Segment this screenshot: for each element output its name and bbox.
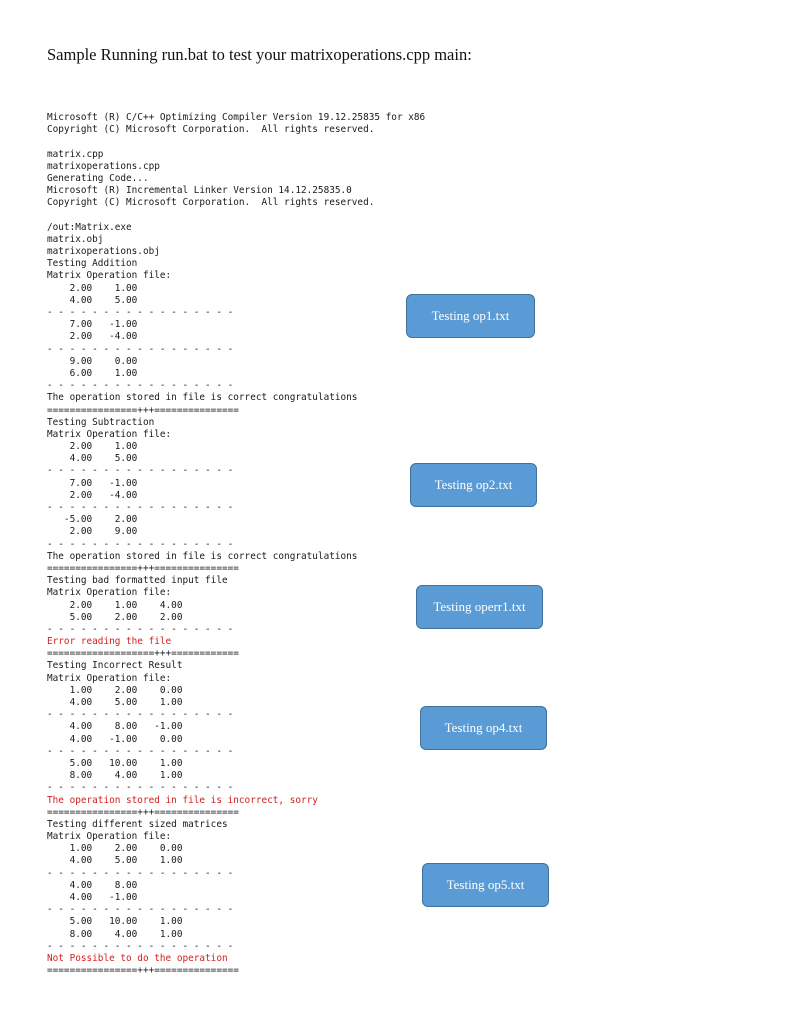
console-line: ================+++=============== bbox=[47, 404, 239, 416]
callout-op2[interactable] bbox=[410, 463, 537, 507]
console-line: 2.00 1.00 bbox=[47, 441, 138, 453]
callout-label: Testing op1.txt bbox=[431, 308, 510, 323]
console-line: - - - - - - - - - - - - - - - - - bbox=[47, 904, 234, 916]
callout-op1[interactable] bbox=[406, 294, 535, 338]
console-line: Copyright (C) Microsoft Corporation. All rights reserved. bbox=[47, 197, 375, 209]
console-line: 2.00 1.00 bbox=[47, 282, 138, 294]
console-line bbox=[47, 210, 467, 222]
page-title: Sample Running run.bat to test your matrixoperations.cpp main: bbox=[47, 45, 472, 64]
console-line: Testing Addition bbox=[47, 258, 138, 270]
console-line: Microsoft (R) C/C++ Optimizing Compiler Version 19.12.25835 for x86 bbox=[47, 112, 426, 123]
console-line: matrixoperations.obj bbox=[47, 246, 160, 258]
console-line: 7.00 -1.00 bbox=[47, 319, 138, 331]
console-line: 4.00 5.00 bbox=[47, 453, 138, 465]
console-line: ================+++=============== bbox=[47, 806, 239, 818]
console-line: ================+++=============== bbox=[47, 562, 239, 574]
callout-op4[interactable] bbox=[420, 706, 547, 750]
console-line: 2.00 1.00 4.00 bbox=[47, 599, 183, 611]
console-line: matrix.obj bbox=[47, 233, 104, 245]
callout-label: Testing op5.txt bbox=[446, 877, 525, 892]
callout-label: Testing op2.txt bbox=[434, 477, 513, 492]
console-line: ===================+++============ bbox=[47, 648, 239, 660]
console-line: 4.00 -1.00 0.00 bbox=[47, 733, 183, 745]
console-line: Microsoft (R) Incremental Linker Version 14.12.25835.0 bbox=[47, 185, 352, 197]
console-line: - - - - - - - - - - - - - - - - - bbox=[47, 623, 234, 635]
console-line: Matrix Operation file: bbox=[47, 831, 172, 843]
console-line: The operation stored in file is correct congratulations bbox=[47, 392, 358, 404]
console-line: 4.00 5.00 1.00 bbox=[47, 855, 183, 867]
callout-operr1[interactable] bbox=[416, 585, 543, 629]
console-line: - - - - - - - - - - - - - - - - - bbox=[47, 502, 234, 513]
console-line: 8.00 4.00 1.00 bbox=[47, 928, 183, 940]
console-line: 8.00 4.00 1.00 bbox=[47, 770, 183, 782]
callout-op5[interactable] bbox=[422, 863, 549, 907]
console-line: matrixoperations.cpp bbox=[47, 160, 160, 172]
callout-label: Testing op4.txt bbox=[444, 720, 523, 735]
console-line: Matrix Operation file: bbox=[47, 428, 172, 440]
console-line: - - - - - - - - - - - - - - - - - bbox=[47, 465, 234, 477]
console-line: Matrix Operation file: bbox=[47, 672, 172, 684]
console-line: Testing Subtraction bbox=[47, 416, 155, 428]
console-line: matrix.cpp bbox=[47, 148, 104, 160]
console-output bbox=[47, 112, 467, 977]
console-line: 4.00 -1.00 bbox=[47, 892, 138, 903]
console-line: 5.00 2.00 2.00 bbox=[47, 611, 183, 623]
console-error-line: Error reading the file bbox=[47, 636, 172, 648]
console-line: 2.00 9.00 bbox=[47, 526, 138, 538]
console-line: /out:Matrix.exe bbox=[47, 221, 132, 233]
console-line: - - - - - - - - - - - - - - - - - bbox=[47, 343, 234, 355]
console-line: - - - - - - - - - - - - - - - - - bbox=[47, 380, 234, 392]
console-line: 4.00 5.00 bbox=[47, 294, 138, 306]
console-line: Testing different sized matrices bbox=[47, 818, 228, 830]
console-line: 2.00 -4.00 bbox=[47, 331, 138, 343]
console-line: - - - - - - - - - - - - - - - - - bbox=[47, 307, 234, 318]
console-line: -5.00 2.00 bbox=[47, 514, 138, 526]
console-line: Testing Incorrect Result bbox=[47, 660, 183, 672]
console-line: The operation stored in file is correct congratulations bbox=[47, 550, 358, 562]
console-line: Testing bad formatted input file bbox=[47, 575, 228, 587]
console-line: - - - - - - - - - - - - - - - - - bbox=[47, 782, 234, 794]
console-line: ================+++=============== bbox=[47, 965, 239, 977]
console-error-line: The operation stored in file is incorrect, sorry bbox=[47, 794, 318, 806]
console-line: 5.00 10.00 1.00 bbox=[47, 916, 183, 928]
console-line: Generating Code... bbox=[47, 172, 149, 184]
console-line: 1.00 2.00 0.00 bbox=[47, 843, 183, 855]
console-line: 1.00 2.00 0.00 bbox=[47, 684, 183, 696]
callout-label: Testing operr1.txt bbox=[433, 599, 526, 614]
console-line: Matrix Operation file: bbox=[47, 270, 172, 282]
console-line: 7.00 -1.00 bbox=[47, 477, 138, 489]
console-line: 6.00 1.00 bbox=[47, 367, 138, 379]
console-line: 2.00 -4.00 bbox=[47, 489, 138, 501]
console-line: 9.00 0.00 bbox=[47, 355, 138, 367]
console-line: Copyright (C) Microsoft Corporation. All rights reserved. bbox=[47, 124, 375, 136]
console-line: 5.00 10.00 1.00 bbox=[47, 757, 183, 769]
console-line: 4.00 8.00 bbox=[47, 879, 138, 891]
console-line: - - - - - - - - - - - - - - - - - bbox=[47, 709, 234, 721]
console-line: Matrix Operation file: bbox=[47, 587, 172, 599]
console-line bbox=[47, 136, 467, 148]
console-line: - - - - - - - - - - - - - - - - - bbox=[47, 745, 234, 757]
console-line: - - - - - - - - - - - - - - - - - bbox=[47, 538, 234, 550]
console-line: 4.00 8.00 -1.00 bbox=[47, 721, 183, 733]
console-error-line: Not Possible to do the operation bbox=[47, 952, 228, 964]
console-line: - - - - - - - - - - - - - - - - - bbox=[47, 867, 234, 879]
console-line: 4.00 5.00 1.00 bbox=[47, 697, 183, 708]
console-line: - - - - - - - - - - - - - - - - - bbox=[47, 940, 234, 952]
